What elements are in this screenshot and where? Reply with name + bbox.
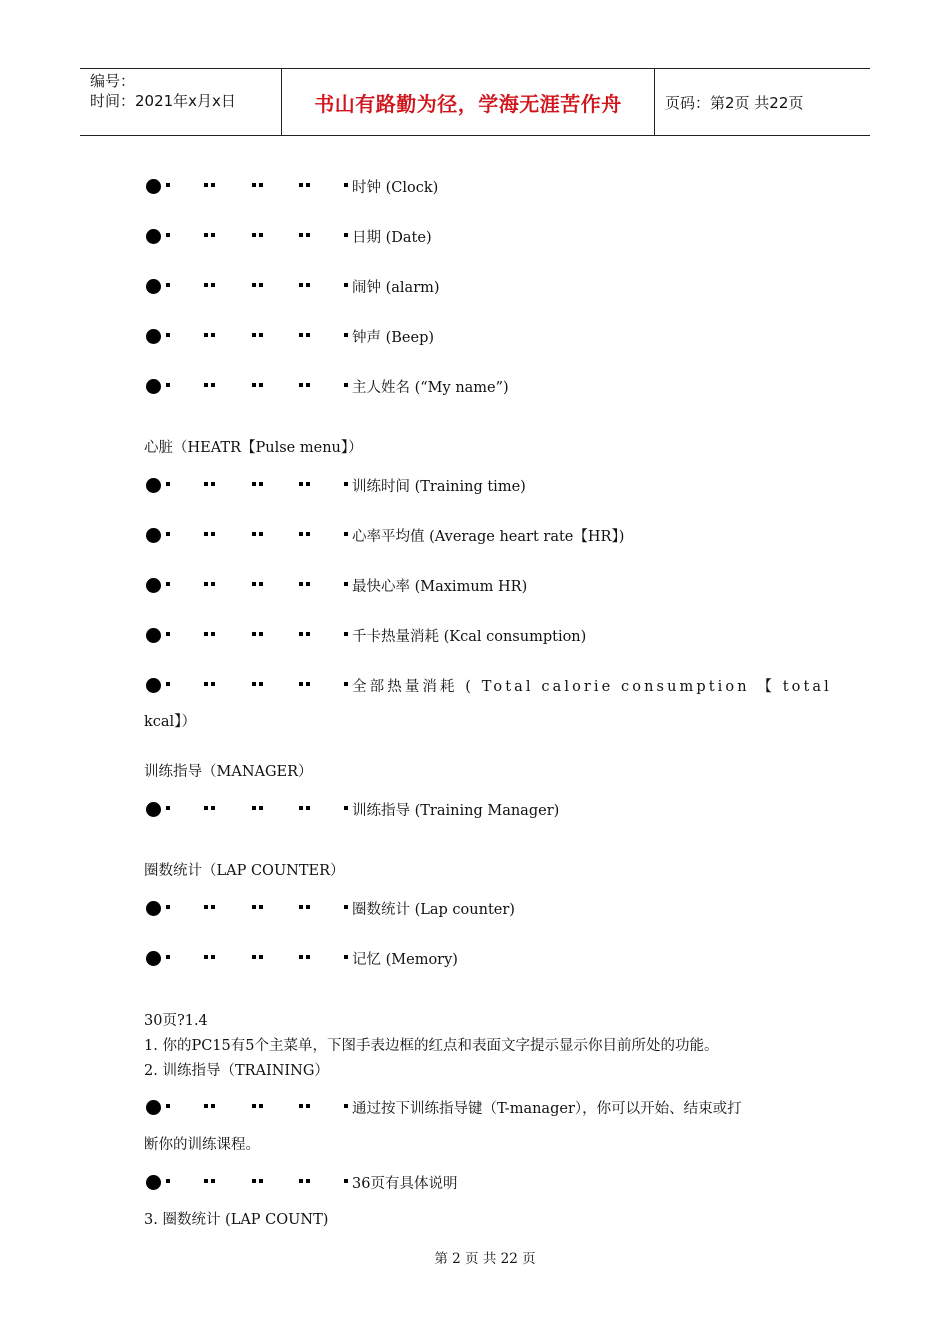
bullet-marker <box>299 806 303 810</box>
list-item <box>146 226 826 246</box>
bullet-marker <box>204 532 208 536</box>
bullet-marker <box>252 632 256 636</box>
bullet-marker <box>306 233 310 237</box>
bullet-marker <box>299 905 303 909</box>
bullet-marker <box>211 806 215 810</box>
paragraph-3: 3. 圈数统计 (LAP COUNT) <box>144 1212 329 1228</box>
bullet-marker <box>252 682 256 686</box>
bullet-marker <box>259 955 263 959</box>
bullet-marker <box>259 582 263 586</box>
bullet-marker <box>259 806 263 810</box>
bullet-icon <box>146 1100 161 1115</box>
bullet-icon <box>146 678 161 693</box>
bullet-marker <box>344 482 348 486</box>
bullet-marker <box>259 1104 263 1108</box>
bullet-marker <box>299 482 303 486</box>
bullet-marker <box>211 905 215 909</box>
bullet-marker <box>299 283 303 287</box>
bullet-marker <box>299 233 303 237</box>
bullet-icon <box>146 901 161 916</box>
bullet-marker <box>166 682 170 686</box>
list-item <box>146 276 826 296</box>
bullet-marker <box>252 233 256 237</box>
bullet-marker <box>344 632 348 636</box>
bullet-marker <box>306 682 310 686</box>
bullet-marker <box>252 383 256 387</box>
bullet-icon <box>146 379 161 394</box>
bullet-marker <box>344 333 348 337</box>
list-item <box>146 176 826 196</box>
bullet-marker <box>344 905 348 909</box>
bullet-icon <box>146 229 161 244</box>
bullet-marker <box>166 183 170 187</box>
bullet-marker <box>211 955 215 959</box>
bullet-marker <box>299 682 303 686</box>
bullet-marker <box>211 1104 215 1108</box>
list-item <box>146 948 826 968</box>
bullet-marker <box>204 333 208 337</box>
bullet-marker <box>306 1179 310 1183</box>
bullet-marker <box>204 383 208 387</box>
bullet-marker <box>204 955 208 959</box>
bullet-marker <box>306 632 310 636</box>
bullet-marker <box>252 806 256 810</box>
bullet-marker <box>299 383 303 387</box>
page-footer: 第 2 页 共 22 页 <box>434 1251 536 1267</box>
bullet-marker <box>204 682 208 686</box>
bullet-marker <box>204 183 208 187</box>
list-item <box>146 675 832 695</box>
bullet-marker <box>204 1104 208 1108</box>
bullet-marker <box>344 955 348 959</box>
bullet-icon <box>146 279 161 294</box>
bullet-marker <box>344 183 348 187</box>
list-item-text: 全部热量消耗 ( Total calorie consumption 【 total <box>352 679 832 695</box>
list-item <box>146 475 826 495</box>
list-item-text: 主人姓名 (“My name”) <box>352 380 509 396</box>
bullet-marker <box>344 582 348 586</box>
bullet-marker <box>252 532 256 536</box>
list-item-text: 闹钟 (alarm) <box>352 280 440 296</box>
bullet-marker <box>252 955 256 959</box>
list-item-continuation: kcal】） <box>144 714 196 730</box>
bullet-marker <box>211 582 215 586</box>
bullet-marker <box>306 283 310 287</box>
bullet-marker <box>211 532 215 536</box>
bullet-marker <box>259 283 263 287</box>
bullet-marker <box>306 383 310 387</box>
bullet-marker <box>252 333 256 337</box>
bullet-marker <box>166 283 170 287</box>
bullet-marker <box>344 383 348 387</box>
bullet-marker <box>166 333 170 337</box>
bullet-marker <box>259 905 263 909</box>
section-heading-heart: 心脏（HEATR【Pulse menu】） <box>144 440 363 456</box>
bullet-marker <box>344 233 348 237</box>
bullet-marker <box>299 183 303 187</box>
list-item <box>146 898 826 918</box>
bullet-marker <box>166 1179 170 1183</box>
list-item <box>146 799 826 819</box>
bullet-icon <box>146 578 161 593</box>
bullet-marker <box>211 283 215 287</box>
bullet-marker <box>166 582 170 586</box>
page-reference: 30页?1.4 <box>144 1013 208 1029</box>
bullet-marker <box>211 682 215 686</box>
bullet-marker <box>252 1104 256 1108</box>
list-item <box>146 1172 826 1192</box>
header-motto: 书山有路勤为径，学海无涯苦作舟 <box>282 69 655 135</box>
bullet-marker <box>211 482 215 486</box>
bullet-marker <box>204 806 208 810</box>
list-item-text: 日期 (Date) <box>352 230 432 246</box>
bullet-icon <box>146 179 161 194</box>
bullet-marker <box>252 1179 256 1183</box>
list-item <box>146 326 826 346</box>
list-item-text: 心率平均值 (Average heart rate【HR】) <box>352 529 625 545</box>
bullet-marker <box>344 1104 348 1108</box>
list-item-text: 时钟 (Clock) <box>352 180 439 196</box>
bullet-marker <box>259 333 263 337</box>
bullet-marker <box>299 1179 303 1183</box>
bullet-marker <box>252 582 256 586</box>
bullet-marker <box>259 682 263 686</box>
bullet-marker <box>259 632 263 636</box>
bullet-marker <box>344 682 348 686</box>
bullet-marker <box>252 183 256 187</box>
bullet-marker <box>211 333 215 337</box>
time-label: 时间：2021年x月x日 <box>90 92 236 110</box>
bullet-marker <box>211 183 215 187</box>
list-item-text: 记忆 (Memory) <box>352 952 458 968</box>
bullet-marker <box>306 333 310 337</box>
bullet-icon <box>146 628 161 643</box>
paragraph-2: 2. 训练指导（TRAINING） <box>144 1063 329 1079</box>
paragraph-1: 1. 你的PC15有5个主菜单，下图手表边框的红点和表面文字提示显示你目前所处的功能。 <box>144 1038 719 1054</box>
bullet-marker <box>299 632 303 636</box>
bullet-marker <box>166 233 170 237</box>
bullet-marker <box>299 955 303 959</box>
bullet-marker <box>204 582 208 586</box>
bullet-marker <box>306 582 310 586</box>
bullet-marker <box>252 482 256 486</box>
bullet-marker <box>344 532 348 536</box>
list-item-text: 钟声 (Beep) <box>352 330 435 346</box>
list-item-text: 圈数统计 (Lap counter) <box>352 902 515 918</box>
bullet-marker <box>306 482 310 486</box>
bullet-marker <box>204 283 208 287</box>
list-item-text: 最快心率 (Maximum HR) <box>352 579 528 595</box>
bullet-marker <box>211 233 215 237</box>
bullet-icon <box>146 951 161 966</box>
section-heading-lap: 圈数统计（LAP COUNTER） <box>144 863 345 879</box>
bullet-marker <box>204 482 208 486</box>
bullet-icon <box>146 528 161 543</box>
bullet-marker <box>166 482 170 486</box>
bullet-marker <box>299 1104 303 1108</box>
bullet-marker <box>204 632 208 636</box>
bullet-marker <box>252 283 256 287</box>
bullet-marker <box>259 482 263 486</box>
bullet-marker <box>306 183 310 187</box>
bullet-marker <box>204 233 208 237</box>
header-page-label: 页码：第2页 共22页 <box>665 93 804 112</box>
bullet-marker <box>166 632 170 636</box>
bullet-marker <box>211 632 215 636</box>
header-meta <box>80 69 282 135</box>
bullet-marker <box>166 955 170 959</box>
bullet-marker <box>299 582 303 586</box>
bullet-marker <box>166 905 170 909</box>
bullet-marker <box>306 1104 310 1108</box>
bullet-marker <box>306 532 310 536</box>
bullet-marker <box>259 1179 263 1183</box>
document-header <box>80 68 870 136</box>
bullet-marker <box>299 532 303 536</box>
bullet-marker <box>306 955 310 959</box>
bullet-marker <box>259 183 263 187</box>
bullet-marker <box>211 383 215 387</box>
bullet-marker <box>299 333 303 337</box>
section-heading-manager: 训练指导（MANAGER） <box>144 764 313 780</box>
bullet-icon <box>146 1175 161 1190</box>
bullet-marker <box>259 383 263 387</box>
list-item <box>146 376 826 396</box>
bullet-icon <box>146 329 161 344</box>
list-item-text: 训练指导 (Training Manager) <box>352 803 560 819</box>
bullet-marker <box>204 905 208 909</box>
bullet-marker <box>204 1179 208 1183</box>
bullet-marker <box>259 532 263 536</box>
bullet-marker <box>306 905 310 909</box>
bullet-marker <box>166 383 170 387</box>
bullet-marker <box>344 1179 348 1183</box>
list-item <box>146 575 826 595</box>
bullet-marker <box>344 806 348 810</box>
bullet-marker <box>166 806 170 810</box>
bullet-marker <box>259 233 263 237</box>
bullet-marker <box>166 532 170 536</box>
bullet-marker <box>166 1104 170 1108</box>
list-item <box>146 625 826 645</box>
bullet-marker <box>344 283 348 287</box>
list-item-text: 千卡热量消耗 (Kcal consumption) <box>352 629 587 645</box>
list-item <box>146 525 826 545</box>
list-item-text: 36页有具体说明 <box>352 1176 458 1192</box>
list-item <box>146 1097 826 1117</box>
list-item-text: 通过按下训练指导键（T-manager），你可以开始、结束或打 <box>352 1101 742 1117</box>
bullet-marker <box>252 905 256 909</box>
bullet-icon <box>146 802 161 817</box>
number-label: 编号： <box>90 72 136 90</box>
bullet-marker <box>211 1179 215 1183</box>
list-item-text: 训练时间 (Training time) <box>352 479 526 495</box>
list-item-continuation: 断你的训练课程。 <box>144 1137 260 1153</box>
bullet-marker <box>306 806 310 810</box>
bullet-icon <box>146 478 161 493</box>
